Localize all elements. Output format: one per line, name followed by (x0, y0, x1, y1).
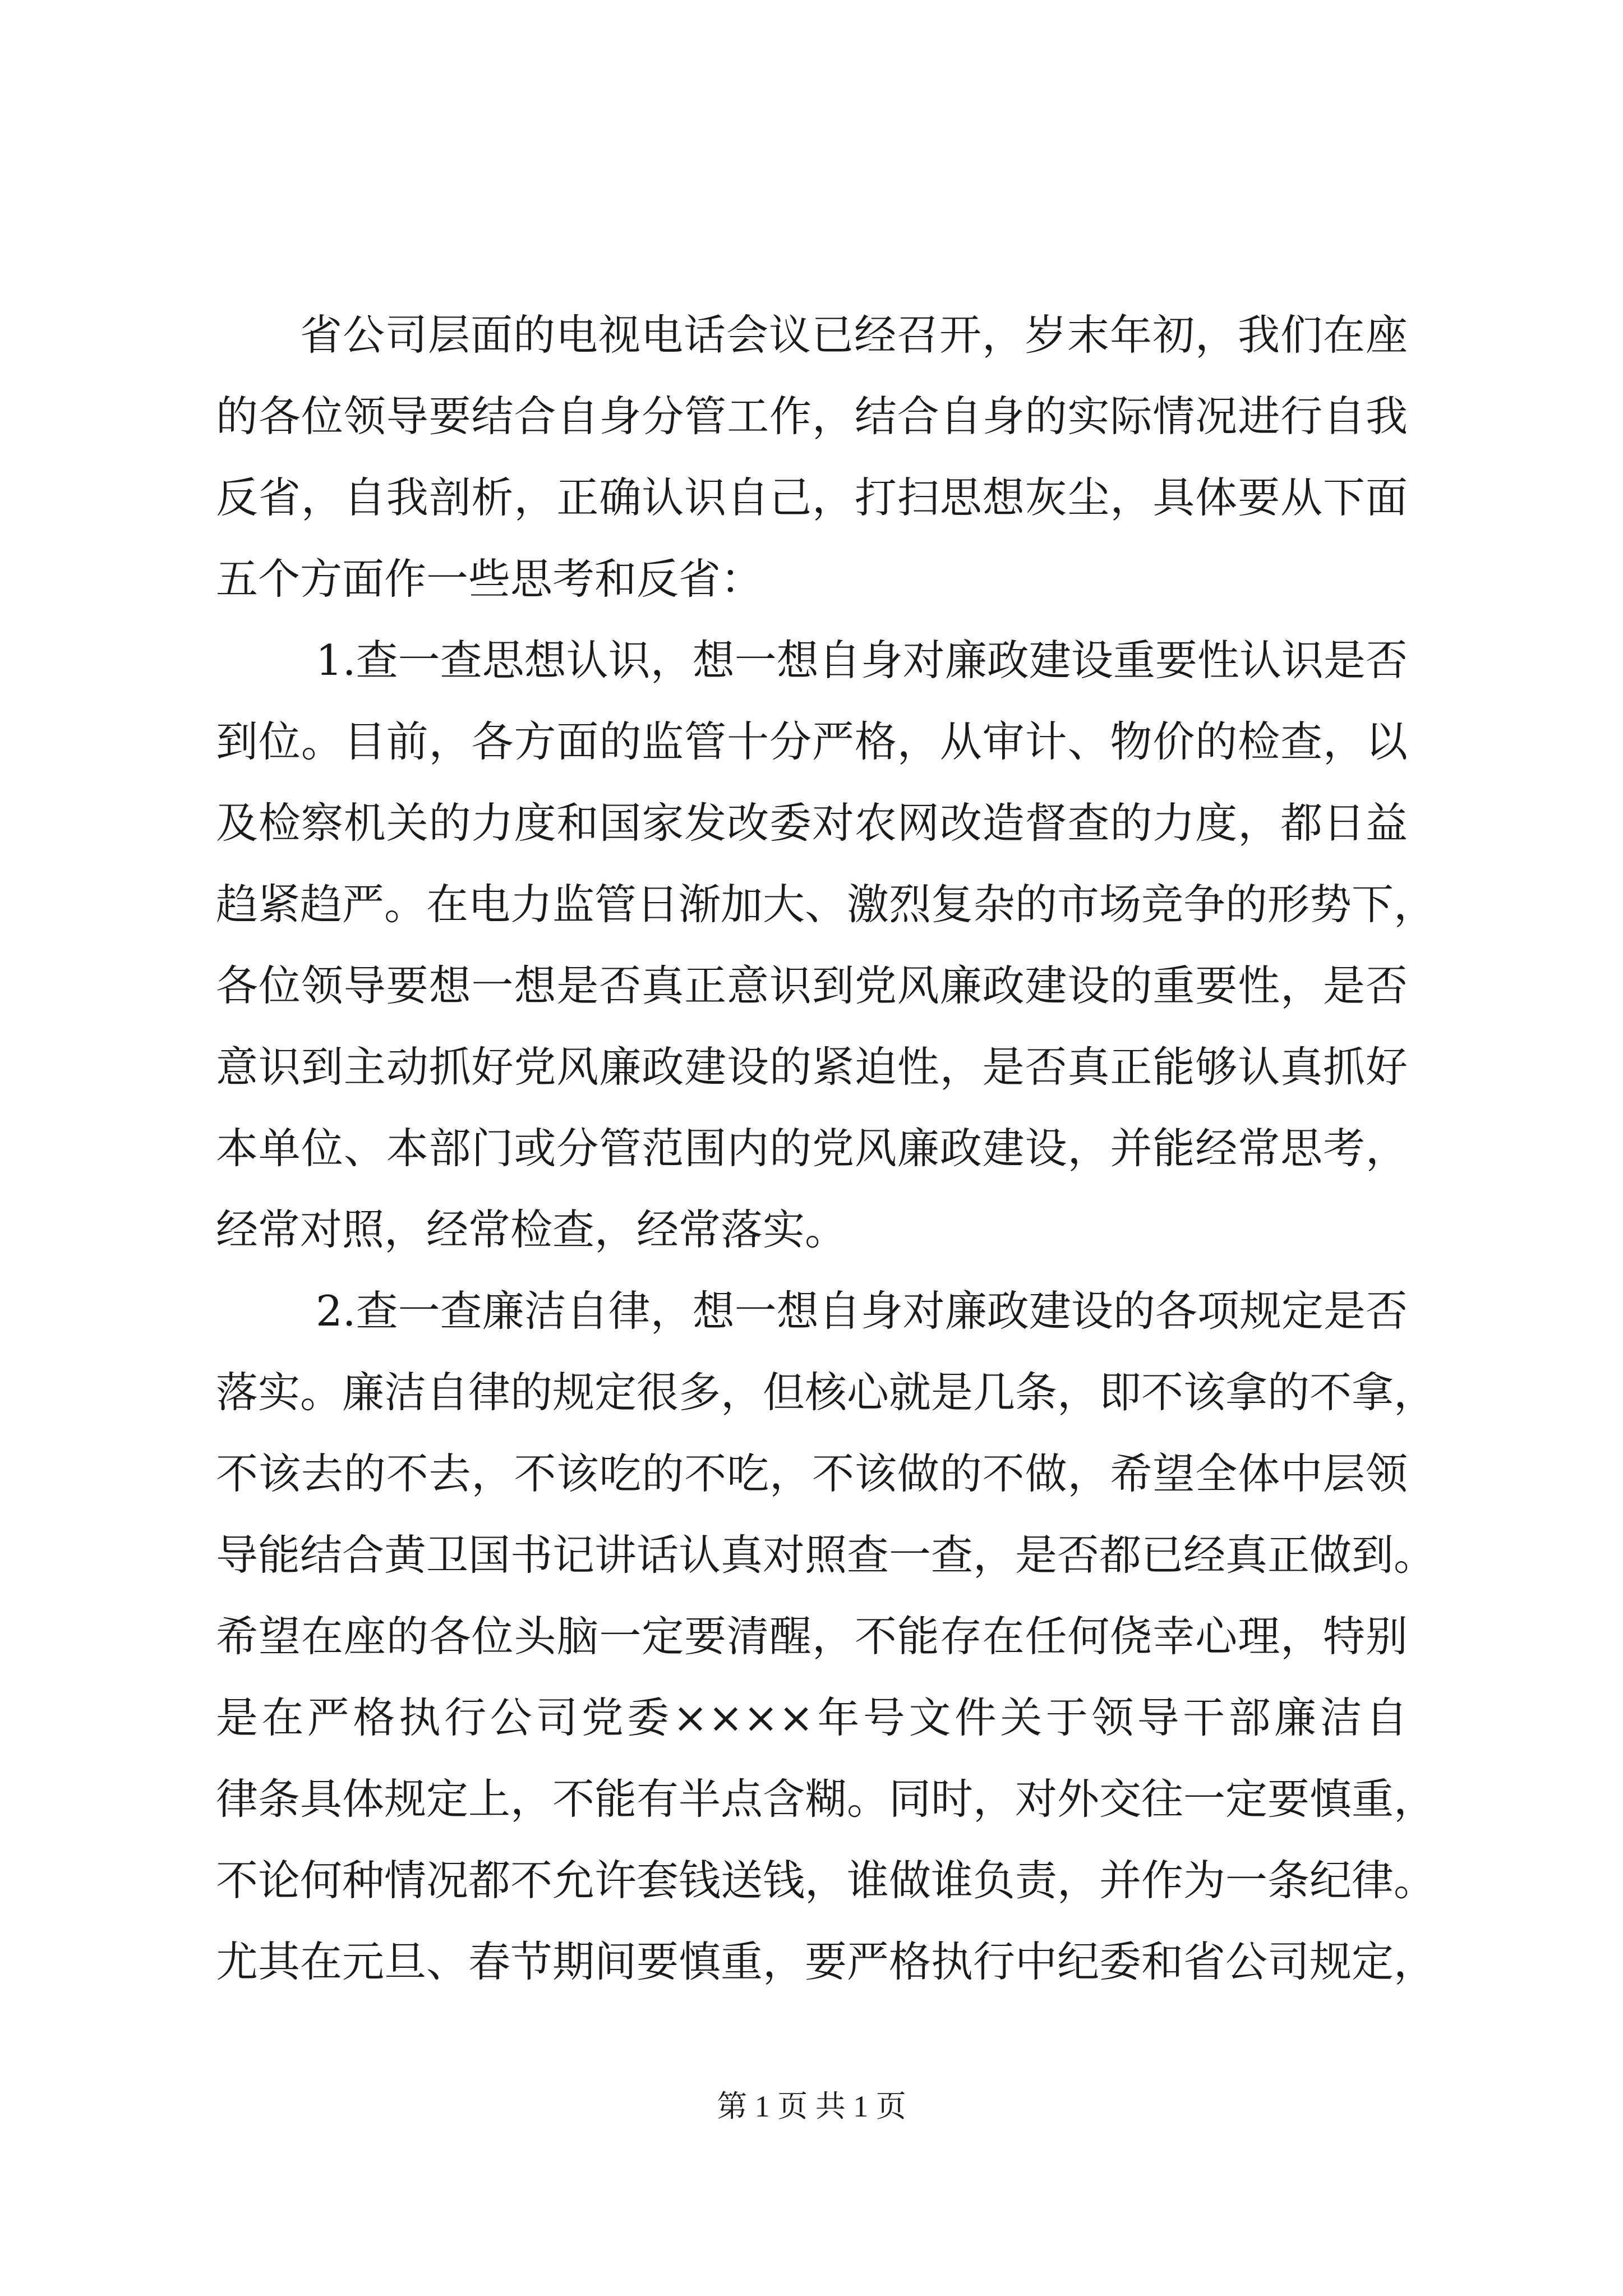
paragraph-3-line-4: 导能结合黄卫国书记讲话认真对照查一查，是否都已经真正做到。 (216, 1530, 1436, 1580)
paragraph-1-line-1: 省公司层面的电视电话会议已经召开，岁末年初，我们在座 (300, 310, 1408, 360)
paragraph-2-line-6: 意识到主动抓好党风廉政建设的紧迫性，是否真正能够认真抓好 (216, 1042, 1408, 1092)
paragraph-1-line-3: 反省，自我剖析，正确认识自己，打扫思想灰尘，具体要从下面 (216, 473, 1408, 522)
paragraph-2-line-1: 1.查一查思想认识，想一想自身对廉政建设重要性认识是否 (316, 636, 1408, 685)
page-footer: 第 1 页 共 1 页 (717, 2090, 906, 2123)
paragraph-3-line-7: 律条具体规定上，不能有半点含糊。同时，对外交往一定要慎重， (216, 1774, 1436, 1824)
paragraph-3-line-5: 希望在座的各位头脑一定要清醒，不能存在任何侥幸心理，特别 (216, 1612, 1408, 1661)
paragraph-2-line-8: 经常对照，经常检查，经常落实。 (216, 1205, 847, 1254)
paragraph-3-line-9: 尤其在元旦、春节期间要慎重，要严格执行中纪委和省公司规定， (216, 1937, 1436, 1986)
paragraph-1-line-2: 的各位领导要结合自身分管工作，结合自身的实际情况进行自我 (216, 392, 1408, 441)
paragraph-3-line-1: 2.查一查廉洁自律，想一想自身对廉政建设的各项规定是否 (316, 1286, 1408, 1336)
paragraph-2-line-2: 到位。目前，各方面的监管十分严格，从审计、物价的检查，以 (216, 717, 1408, 766)
paragraph-3-line-8: 不论何种情况都不允许套钱送钱，谁做谁负责，并作为一条纪律。 (216, 1856, 1436, 1905)
paragraph-2-line-7: 本单位、本部门或分管范围内的党风廉政建设，并能经常思考， (216, 1124, 1408, 1173)
paragraph-1-line-4: 五个方面作一些思考和反省： (216, 554, 763, 604)
body-text (216, 295, 1436, 2003)
paragraph-3-line-2: 落实。廉洁自律的规定很多，但核心就是几条，即不该拿的不拿， (216, 1368, 1436, 1417)
paragraph-3-line-3: 不该去的不去，不该吃的不吃，不该做的不做，希望全体中层领 (216, 1449, 1408, 1498)
paragraph-2-line-3: 及检察机关的力度和国家发改委对农网改造督查的力度，都日益 (216, 798, 1408, 848)
paragraph-2-line-5: 各位领导要想一想是否真正意识到党风廉政建设的重要性，是否 (216, 961, 1408, 1010)
paragraph-3-line-6: 是在严格执行公司党委××××年号文件关于领导干部廉洁自 (216, 1693, 1408, 1742)
paragraph-2-line-4: 趋紧趋严。在电力监管日渐加大、激烈复杂的市场竞争的形势下， (216, 880, 1436, 929)
